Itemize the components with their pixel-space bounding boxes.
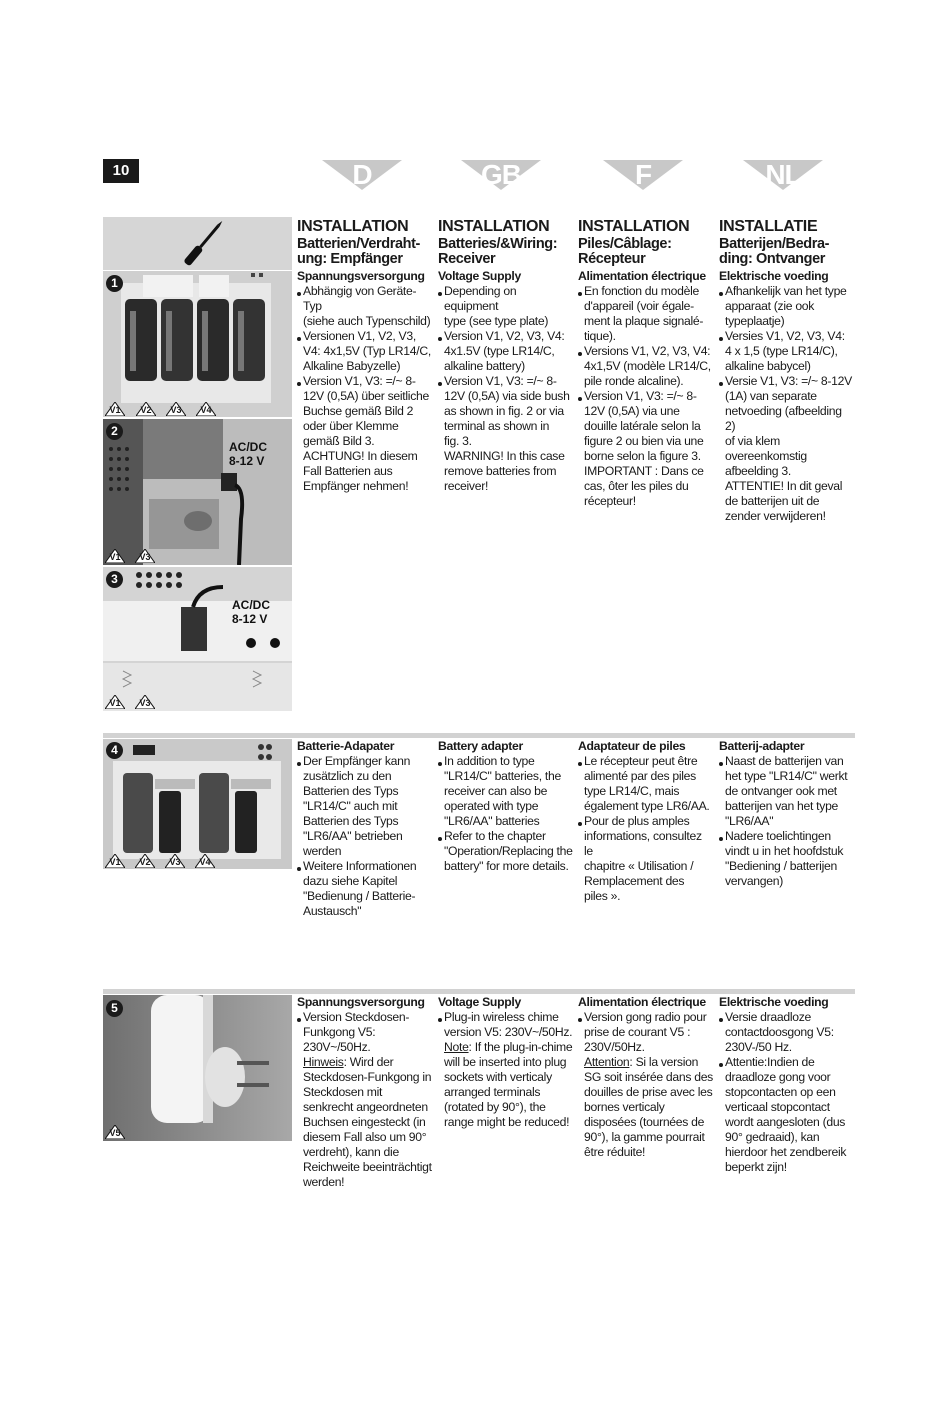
note-line: [303, 1055, 432, 1070]
text-line: type LR14/C, mais: [584, 784, 680, 798]
text-line: Attentie:Indien de: [725, 1055, 815, 1069]
list-item: [719, 374, 854, 524]
note-text: : If the plug-in-chime: [468, 1040, 573, 1054]
bullet-list: [578, 1010, 713, 1160]
version-tag: [136, 402, 156, 416]
text-line: Alkaline Babyzelle): [303, 359, 401, 373]
subsection-heading: Voltage Supply: [438, 269, 521, 283]
adapter-column-de: [297, 736, 432, 919]
screwdriver-icon: [103, 217, 292, 270]
section-title: INSTALLATION: [578, 218, 690, 235]
subsection-heading: Alimentation électrique: [578, 269, 706, 283]
figure-number: 4: [106, 742, 123, 759]
version-tag: [135, 854, 155, 868]
text-line: operated with type: [444, 799, 539, 813]
text-line: "Bediening / batterijen: [725, 859, 837, 873]
version-label: V3: [139, 698, 151, 708]
version-label: V2: [139, 857, 151, 867]
text-line: version V5: 230V~/50Hz.: [444, 1025, 573, 1039]
figure-1-photo: [103, 271, 292, 417]
language-tab-nl: [743, 160, 823, 190]
figure-2-photo: [103, 419, 292, 565]
text-line: dazu siehe Kapitel: [303, 874, 398, 888]
bullet-list: [438, 1010, 573, 1130]
section-subtitle: [438, 237, 573, 266]
text-line: sockets with verticaly: [444, 1070, 552, 1084]
text-line: chapitre « Utilisation /: [584, 859, 694, 873]
text-line: Version gong radio pour: [584, 1010, 707, 1024]
note-text: : Wird der: [343, 1055, 394, 1069]
text-line: In addition to type: [444, 754, 535, 768]
text-line: "LR6/AA" betrieben: [303, 829, 403, 843]
language-tab-label: NL: [765, 159, 801, 190]
text-line: type (see type plate): [444, 314, 549, 328]
text-line: informations, consultez le: [584, 829, 702, 858]
text-line: draadloze gong voor: [725, 1070, 831, 1084]
language-tab-gb: [461, 160, 541, 190]
text-line: 4x1,5V (modèle LR14/C,: [584, 359, 711, 373]
subtitle-line: Batteries/&Wiring:: [438, 236, 558, 252]
text-line: de ontvanger ook met: [725, 784, 837, 798]
plugin-column-fr: [578, 992, 713, 1160]
plug-in-chime-illustration: [103, 995, 292, 1141]
text-line: zusätzlich zu den: [303, 769, 392, 783]
bullet-list: [719, 1010, 854, 1175]
note-label: Attention: [584, 1055, 630, 1069]
text-line: récepteur!: [584, 494, 636, 508]
bullet-list: [578, 754, 713, 904]
list-item: [438, 829, 573, 874]
text-line: Version V1, V3: =/~ 8-: [303, 374, 416, 388]
list-item: [438, 329, 573, 374]
text-line: IMPORTANT : Dans ce: [584, 464, 704, 478]
text-line: 12V (0,5A) via une: [584, 404, 680, 418]
list-item: [438, 284, 573, 329]
text-line: Batterien des Typs: [303, 814, 399, 828]
language-tab-label: GB: [481, 159, 521, 190]
text-line: werden: [303, 844, 342, 858]
subsection-heading: Elektrische voeding: [719, 995, 829, 1009]
version-label: V3: [139, 552, 151, 562]
text-line: Versie V1, V3: =/~ 8-12V: [725, 374, 852, 388]
bullet-list: [297, 284, 432, 494]
version-tag: [135, 695, 155, 709]
power-label-line: AC/DC: [229, 440, 267, 454]
text-line: range might be reduced!: [444, 1115, 570, 1129]
text-line: WARNING! In this case: [444, 449, 565, 463]
list-item: [719, 1055, 854, 1175]
version-tag: [105, 549, 125, 563]
text-line: (siehe auch Typenschild): [303, 314, 431, 328]
text-line: 230V/50Hz.: [584, 1040, 645, 1054]
text-line: V4: 4x1,5V (Typ LR14/C,: [303, 344, 431, 358]
figure-number: 3: [106, 571, 123, 588]
text-line: 90° gedraaid), kan: [725, 1130, 820, 1144]
text-line: "Bedienung / Batterie-: [303, 889, 416, 903]
list-item: [578, 389, 713, 509]
text-line: Austausch": [303, 904, 362, 918]
subtitle-line: Batterijen/Bedra-: [719, 236, 830, 252]
text-line: ATTENTIE! In dit geval: [725, 479, 843, 493]
subtitle-line: ung: Empfänger: [297, 250, 403, 267]
list-item: [438, 754, 573, 829]
version-label: V3: [169, 857, 181, 867]
text-line: Refer to the chapter: [444, 829, 546, 843]
subsection-heading: Spannungsversorgung: [297, 995, 425, 1009]
version-label: V4: [200, 405, 212, 415]
text-line: Le récepteur peut être: [584, 754, 698, 768]
subtitle-line: ding: Ontvanger: [719, 250, 825, 267]
text-line: terminal as shown in: [444, 419, 550, 433]
text-line: overeenkomstig: [725, 449, 807, 463]
text-line: tique).: [584, 329, 616, 343]
figure-3-photo: [103, 567, 292, 711]
subsection-heading: Battery adapter: [438, 739, 523, 753]
power-label-line: AC/DC: [232, 598, 270, 612]
adapter-column-nl: [719, 736, 854, 889]
tool-header-band: [103, 217, 292, 270]
text-line: Weitere Informationen: [303, 859, 417, 873]
adapter-column-gb: [438, 736, 573, 874]
list-item: [297, 329, 432, 374]
text-line: Plug-in wireless chime: [444, 1010, 559, 1024]
text-line: alkaline battery): [444, 359, 525, 373]
text-line: Empfänger nehmen!: [303, 479, 409, 493]
text-line: receiver!: [444, 479, 489, 493]
text-line: Steckdosen mit: [303, 1085, 383, 1099]
text-line: bornes verticaly: [584, 1100, 665, 1114]
text-line: zender verwijderen!: [725, 509, 826, 523]
text-line: het type "LR14/C" werkt: [725, 769, 848, 783]
list-item: [578, 754, 713, 814]
text-line: borne selon la figure 3.: [584, 449, 701, 463]
list-item: [297, 1010, 432, 1190]
subsection-heading: Batterie-Adapater: [297, 739, 395, 753]
text-line: d'appareil (voir égale-: [584, 299, 694, 313]
bullet-list: [297, 1010, 432, 1190]
list-item: [438, 1010, 573, 1130]
text-line: batterijen van het type: [725, 799, 839, 813]
list-item: [719, 1010, 854, 1055]
power-label-line: 8-12 V: [232, 612, 268, 626]
text-line: disposées (tournées de: [584, 1115, 705, 1129]
text-line: 4 x 1,5 (type LR14/C),: [725, 344, 838, 358]
text-line: verticaal stopcontact: [725, 1100, 830, 1114]
text-line: hierdoor het zendbereik: [725, 1145, 847, 1159]
text-line: En fonction du modèle: [584, 284, 699, 298]
version-tag: [135, 549, 155, 563]
subsection-heading: Voltage Supply: [438, 995, 521, 1009]
text-line: douille latérale selon la: [584, 419, 701, 433]
text-line: "LR14/C" batteries, the: [444, 769, 561, 783]
version-tag: [105, 1125, 125, 1139]
text-line: contactdoosgong V5:: [725, 1025, 834, 1039]
list-item: [297, 374, 432, 494]
power-label: [229, 440, 267, 468]
version-tag: [105, 854, 125, 868]
text-line: piles ».: [584, 889, 621, 903]
text-line: "LR6/AA": [725, 814, 774, 828]
power-label: [232, 598, 270, 626]
battery-adapter-illustration: [103, 739, 292, 869]
note-line: [584, 1055, 713, 1070]
text-line: vervangen): [725, 874, 783, 888]
bullet-list: [297, 754, 432, 919]
subsection-heading: Batterij-adapter: [719, 739, 805, 753]
text-line: senkrecht angeordneten: [303, 1100, 428, 1114]
text-line: receiver can also be: [444, 784, 548, 798]
text-line: être réduite!: [584, 1145, 646, 1159]
text-line: Version Steckdosen-: [303, 1010, 410, 1024]
figure-5-photo: [103, 995, 292, 1141]
text-line: Reichweite beeinträchtigt: [303, 1160, 432, 1174]
list-item: [297, 754, 432, 859]
version-label: V1: [109, 552, 121, 562]
section-subtitle: [719, 237, 854, 266]
text-line: Batterien des Typs: [303, 784, 399, 798]
terminal-illustration: [103, 567, 292, 711]
text-line: Nadere toelichtingen: [725, 829, 831, 843]
text-line: Afhankelijk van het type: [725, 284, 847, 298]
subtitle-line: Batterien/Verdraht-: [297, 236, 420, 252]
text-line: remove batteries from: [444, 464, 557, 478]
text-line: wordt aangesloten (dus: [725, 1115, 846, 1129]
text-line: Version V1, V3: =/~ 8-: [584, 389, 697, 403]
text-line: "LR14/C" auch mit: [303, 799, 398, 813]
text-line: Buchse gemäß Bild 2: [303, 404, 414, 418]
text-line: Versions V1, V2, V3, V4:: [584, 344, 711, 358]
text-line: diesem Fall also um 90°: [303, 1130, 427, 1144]
text-line: Buchsen eingesteckt (in: [303, 1115, 426, 1129]
list-item: [578, 814, 713, 904]
text-line: Funkgong V5:: [303, 1025, 376, 1039]
text-line: gemäß Bild 3.: [303, 434, 375, 448]
text-line: également type LR6/AA.: [584, 799, 710, 813]
text-line: "Operation/Replacing the: [444, 844, 573, 858]
subsection-heading: Spannungsversorgung: [297, 269, 425, 283]
text-line: Versies V1, V2, V3, V4:: [725, 329, 845, 343]
installation-column-gb: [438, 218, 573, 494]
text-line: alimenté par des piles: [584, 769, 696, 783]
text-line: Steckdosen-Funkgong in: [303, 1070, 432, 1084]
version-label: V3: [170, 405, 182, 415]
text-line: 90°), la gamme pourrait: [584, 1130, 705, 1144]
text-line: Version V1, V3: =/~ 8-: [444, 374, 557, 388]
language-tab-label: F: [634, 159, 652, 190]
installation-column-fr: [578, 218, 713, 509]
bullet-list: [438, 754, 573, 874]
bullet-list: [719, 284, 854, 524]
text-line: oder über Klemme: [303, 419, 399, 433]
list-item: [578, 284, 713, 344]
text-line: cas, ôter les piles du: [584, 479, 689, 493]
language-tab-d: [322, 160, 402, 190]
subsection-heading: Elektrische voeding: [719, 269, 829, 283]
version-label: V1: [109, 405, 121, 415]
text-line: Pour de plus amples: [584, 814, 690, 828]
list-item: [297, 859, 432, 919]
text-line: 230V-/50 Hz.: [725, 1040, 792, 1054]
text-line: netvoeding (afbeelding 2): [725, 404, 842, 433]
subtitle-line: Piles/Câblage:: [578, 236, 672, 252]
text-line: fig. 3.: [444, 434, 472, 448]
figure-number: 1: [106, 275, 123, 292]
text-line: alkaline babycel): [725, 359, 811, 373]
subtitle-line: Récepteur: [578, 250, 646, 267]
section-subtitle: [578, 237, 713, 266]
version-tag: [165, 854, 185, 868]
text-line: of via klem: [725, 434, 780, 448]
text-line: Naast de batterijen van: [725, 754, 844, 768]
text-line: apparaat (zie ook: [725, 299, 815, 313]
list-item: [719, 829, 854, 889]
note-line: [444, 1040, 573, 1055]
bullet-list: [719, 754, 854, 889]
text-line: battery" for more details.: [444, 859, 569, 873]
text-line: figure 2 ou bien via une: [584, 434, 704, 448]
text-line: stopcontacten op een: [725, 1085, 836, 1099]
text-line: prise de courant V5 :: [584, 1025, 691, 1039]
list-item: [578, 344, 713, 389]
text-line: as shown in fig. 2 or via: [444, 404, 564, 418]
bullet-list: [438, 284, 573, 494]
bullet-list: [578, 284, 713, 509]
list-item: [719, 284, 854, 329]
plugin-column-gb: [438, 992, 573, 1130]
list-item: [297, 284, 432, 329]
figure-number: 2: [106, 423, 123, 440]
adapter-column-fr: [578, 736, 713, 904]
text-line: "LR6/AA" batteries: [444, 814, 540, 828]
figure-4-photo: [103, 739, 292, 869]
list-item: [578, 1010, 713, 1160]
section-title: INSTALLATION: [438, 218, 550, 235]
version-label: V1: [109, 698, 121, 708]
text-line: typeplaatje): [725, 314, 785, 328]
text-line: pile ronde alcaline).: [584, 374, 684, 388]
text-line: (rotated by 90°), the: [444, 1100, 546, 1114]
list-item: [719, 329, 854, 374]
section-title: INSTALLATIE: [719, 218, 818, 235]
text-line: Der Empfänger kann: [303, 754, 411, 768]
power-label-line: 8-12 V: [229, 454, 265, 468]
note-label: Hinweis: [303, 1055, 344, 1069]
note-label: Note: [444, 1040, 469, 1054]
language-tab-f: [603, 160, 683, 190]
text-line: beperkt zijn!: [725, 1160, 787, 1174]
text-line: 230V~/50Hz.: [303, 1040, 371, 1054]
text-line: (1A) van separate: [725, 389, 817, 403]
text-line: douilles de prise avec les: [584, 1085, 713, 1099]
text-line: Remplacement des: [584, 874, 685, 888]
text-line: Depending on equipment: [444, 284, 517, 313]
text-line: will be inserted into plug: [444, 1055, 567, 1069]
text-line: afbeelding 3.: [725, 464, 791, 478]
text-line: vindt u in het hoofdstuk: [725, 844, 844, 858]
text-line: 12V (0,5A) über seitliche: [303, 389, 429, 403]
text-line: arranged terminals: [444, 1085, 541, 1099]
version-label: V2: [140, 405, 152, 415]
page-number: 10: [103, 159, 139, 183]
version-label: V4: [199, 857, 211, 867]
text-line: Versionen V1, V2, V3,: [303, 329, 416, 343]
version-tag: [105, 402, 125, 416]
text-line: ACHTUNG! In diesem: [303, 449, 418, 463]
version-tag: [195, 854, 215, 868]
note-text: : Si la version: [629, 1055, 699, 1069]
text-line: Fall Batterien aus: [303, 464, 393, 478]
version-label: V1: [109, 857, 121, 867]
installation-column-nl: [719, 218, 854, 524]
figure-number: 5: [106, 1000, 123, 1017]
installation-column-de: [297, 218, 432, 494]
version-label: V5: [109, 1128, 121, 1138]
list-item: [719, 754, 854, 829]
text-line: werden!: [303, 1175, 345, 1189]
plugin-column-de: [297, 992, 432, 1190]
text-line: Versie draadloze: [725, 1010, 811, 1024]
text-line: 12V (0,5A) via side bush: [444, 389, 570, 403]
section-subtitle: [297, 237, 432, 266]
version-tag: [166, 402, 186, 416]
text-line: verdreht), kann die: [303, 1145, 399, 1159]
subsection-heading: Adaptateur de piles: [578, 739, 686, 753]
battery-compartment-illustration: [103, 271, 292, 417]
language-tab-label: D: [352, 159, 372, 190]
version-tag: [105, 695, 125, 709]
text-line: ment la plaque signalé-: [584, 314, 704, 328]
text-line: Abhängig von Geräte-Typ: [303, 284, 417, 313]
plugin-column-nl: [719, 992, 854, 1175]
section-title: INSTALLATION: [297, 218, 409, 235]
subsection-heading: Alimentation électrique: [578, 995, 706, 1009]
list-item: [438, 374, 573, 494]
text-line: SG soit insérée dans des: [584, 1070, 713, 1084]
text-line: de batterijen uit de: [725, 494, 820, 508]
subtitle-line: Receiver: [438, 250, 496, 267]
version-tag: [196, 402, 216, 416]
text-line: Version V1, V2, V3, V4:: [444, 329, 565, 343]
text-line: 4x1.5V (type LR14/C,: [444, 344, 555, 358]
